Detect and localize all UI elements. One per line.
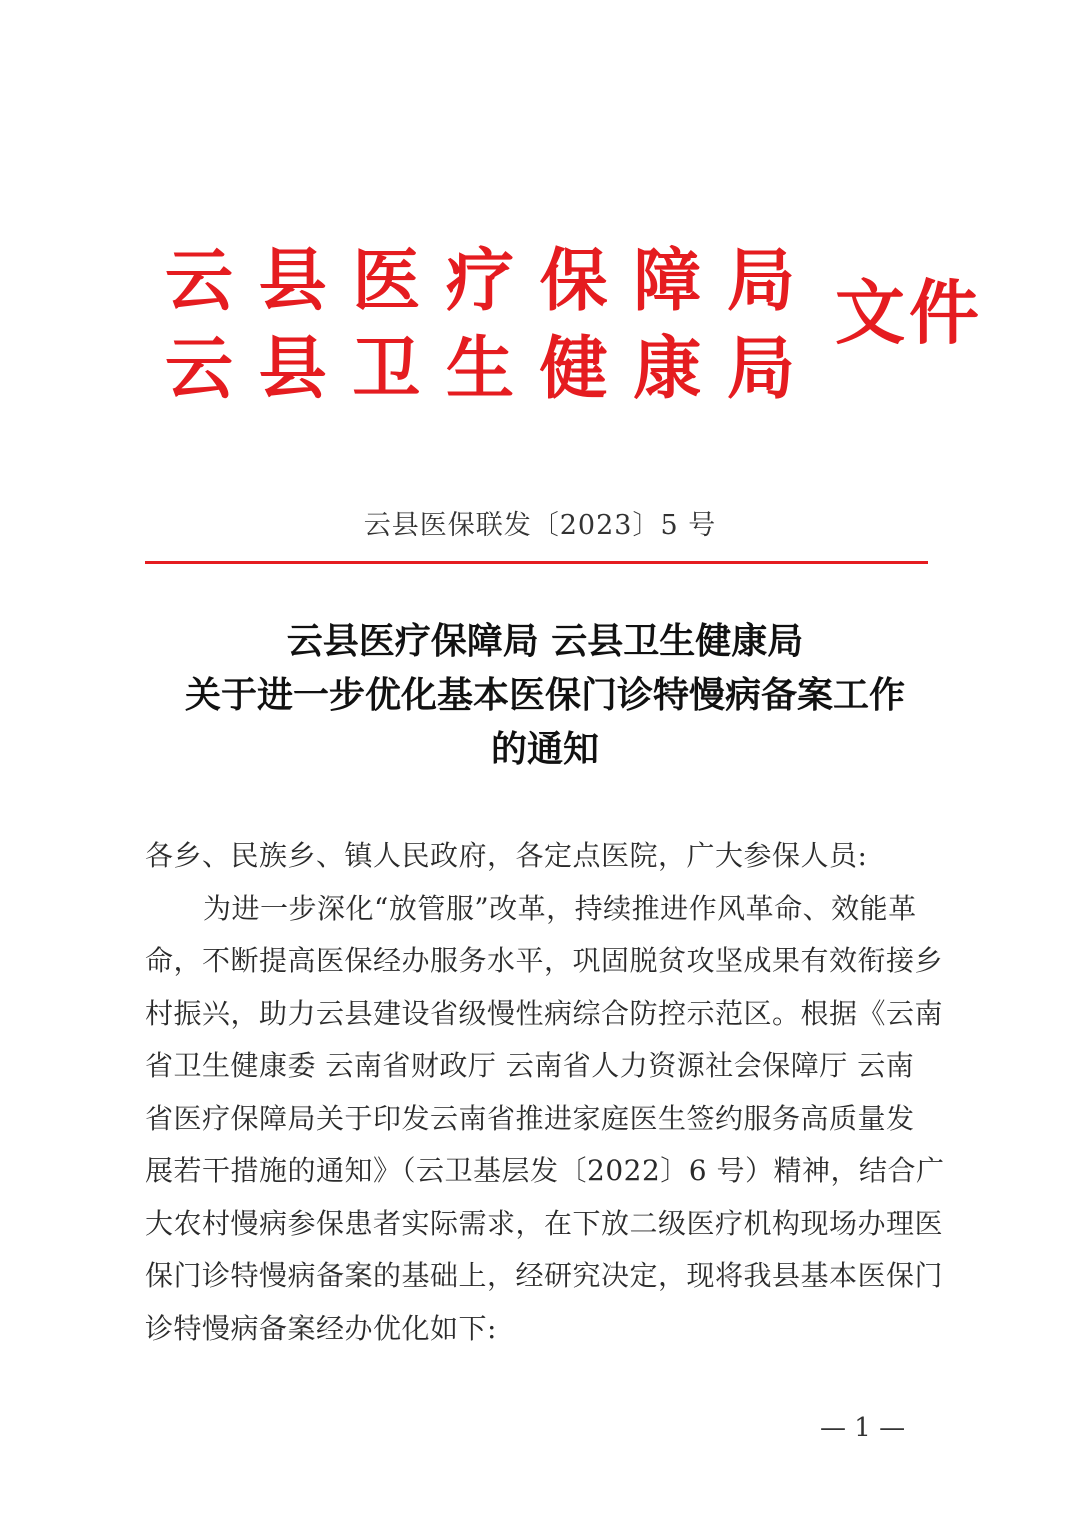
header-char: 疗 — [445, 242, 514, 321]
header-char: 云 — [164, 242, 233, 321]
header-suffix: 文件 — [835, 272, 983, 354]
document-title — [120, 615, 970, 777]
body-line: 诊特慢病备案经办优化如下: — [145, 1311, 497, 1345]
header-char: 医 — [352, 242, 421, 321]
title-line: 云县医疗保障局 云县卫生健康局 — [286, 621, 804, 662]
body-line: 展若干措施的通知》（云卫基层发〔2022〕6 号）精神，结合广 — [145, 1154, 945, 1187]
document-body — [145, 830, 950, 1355]
header-char: 障 — [633, 242, 702, 321]
header-char: 云 — [164, 330, 233, 409]
body-line: 命，不断提高医保经办服务水平，巩固脱贫攻坚成果有效衔接乡 — [145, 944, 944, 977]
body-line: 为进一步深化“放管服”改革，持续推进作风革命、效能革 — [203, 891, 917, 925]
red-header — [155, 238, 995, 418]
header-agency-health — [155, 326, 805, 414]
header-agency-medical-insurance — [155, 238, 805, 326]
header-char: 局 — [726, 242, 795, 321]
header-char: 局 — [726, 330, 795, 409]
header-char: 保 — [539, 242, 608, 321]
body-line: 村振兴，助力云县建设省级慢性病综合防控示范区。根据《云南 — [145, 996, 944, 1030]
body-line: 保门诊特慢病备案的基础上，经研究决定，现将我县基本医保门 — [145, 1259, 944, 1292]
title-line: 关于进一步优化基本医保门诊特慢病备案工作 — [184, 675, 905, 716]
body-line: 大农村慢病参保患者实际需求，在下放二级医疗机构现场办理医 — [145, 1206, 944, 1240]
body-line: 省医疗保障局关于印发云南省推进家庭医生签约服务高质量发 — [145, 1101, 915, 1135]
header-char: 康 — [633, 330, 702, 409]
body-line: 省卫生健康委 云南省财政厅 云南省人力资源社会保障厅 云南 — [145, 1049, 915, 1082]
title-line: 的通知 — [490, 729, 599, 770]
salutation: 各乡、民族乡、镇人民政府，各定点医院，广大参保人员: — [145, 839, 868, 872]
page-number: — 1 — — [820, 1413, 906, 1443]
header-agency-names — [155, 238, 815, 414]
header-char: 县 — [258, 330, 327, 409]
red-divider — [145, 561, 928, 564]
document-number: 云县医保联发〔2023〕5 号 — [363, 510, 717, 541]
header-char: 生 — [445, 330, 514, 409]
header-char: 健 — [539, 330, 608, 409]
header-char: 卫 — [352, 330, 421, 409]
header-char: 县 — [258, 242, 327, 321]
